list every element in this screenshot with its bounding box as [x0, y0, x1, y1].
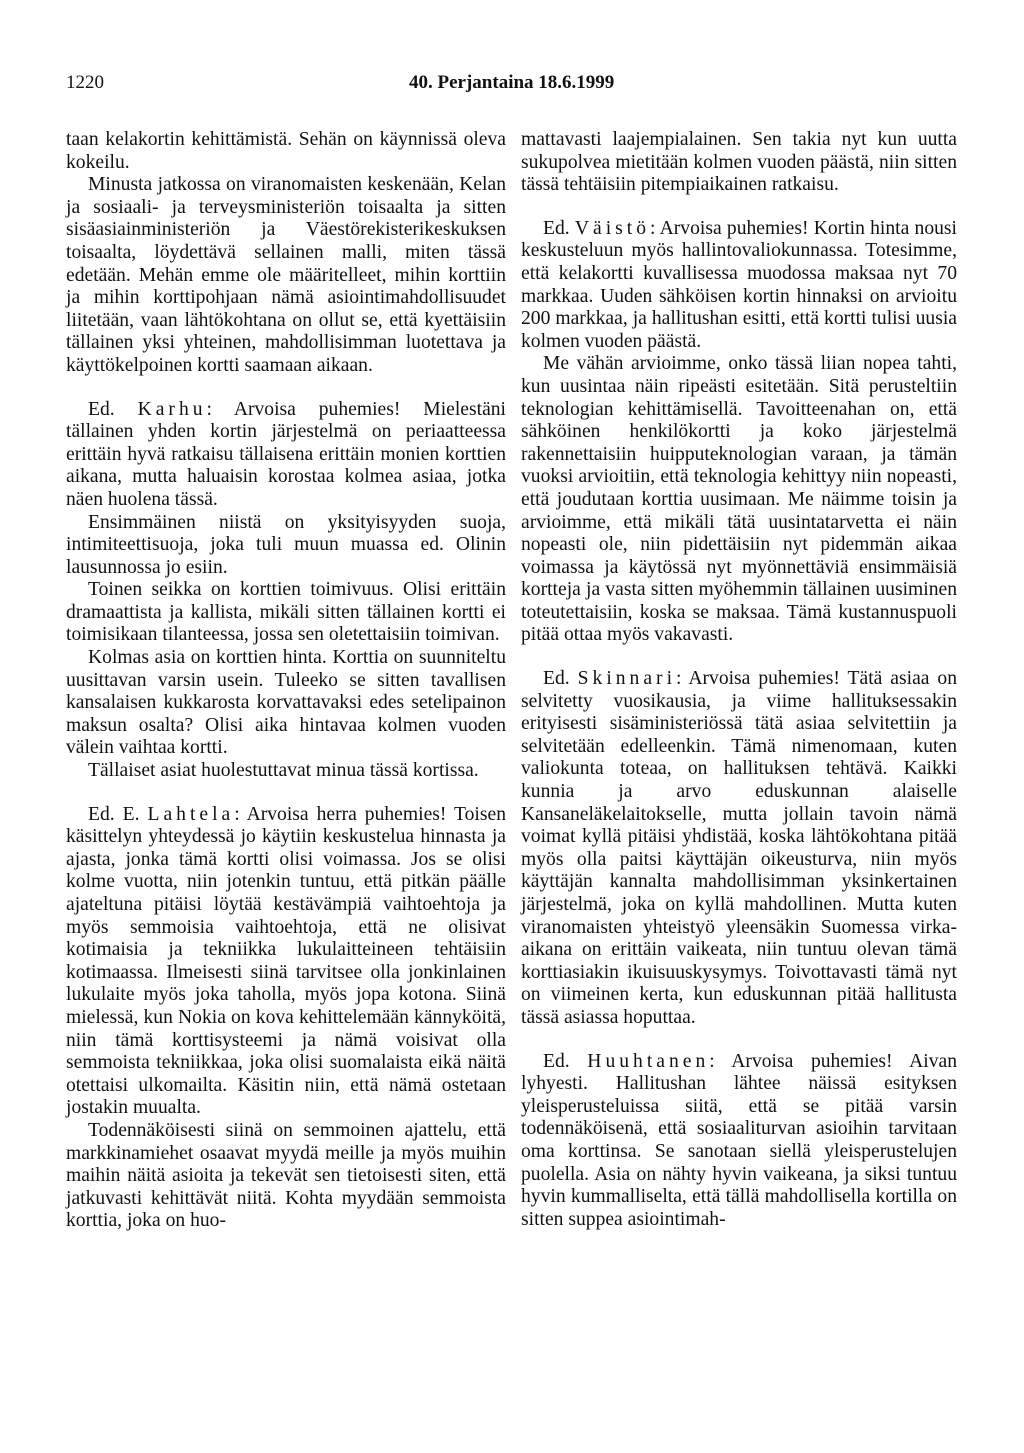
- speaker-name: Väistö: [574, 217, 651, 239]
- right-column: [521, 129, 957, 1231]
- issue-date-header: 40. Perjantaina 18.6.1999: [409, 72, 615, 93]
- paragraph: Me vähän arvioimme, onko tässä liian nopea tahti, kun uusintaa näin ripeästi esitetään. Sitä perusteltiin teknologian kehittämisellä. Tavoitteenahan on, että sähköinen henkilökortti ja koko järjestelmä rakennettaisiin huipputeknologian varaan, ja tämän vuoksi arvioitiin, että teknologia kehittyy niin nopeasti, että joudutaan korttia uusimaan. Me näimme toisin ja arvioimme, että mikäli tätä uusintatarvetta ei näin nopeasti ole, niin pidettäisiin nyt pidemmän aikaa voimassa ja käytössä nyt myönnettäviä ensimmäisiä kortteja ja vasta sitten myöhemmin tällainen uusiminen toteutettaisiin, koska se maksaa. Tämä kustannuspuoli pitää ottaa myös vakavasti.: [521, 353, 957, 646]
- paragraph: Todennäköisesti siinä on semmoinen ajattelu, että markkinamiehet osaavat myydä meille ja myös muihin maihin näitä asioita ja tekevät sen tietoisesti siten, että jatkuvasti kehittävät niitä. Kohta myydään semmoista korttia, joka on huo-: [66, 1119, 506, 1232]
- speaker-prefix: Ed.: [543, 217, 575, 239]
- paragraph: mattavasti laajempialainen. Sen takia nyt kun uutta sukupolvea mietitään kolmen vuoden päästä, niin sitten tässä tehtäisiin pitempiaikainen ratkaisu.: [521, 129, 957, 196]
- speech-text: : Arvoisa puhemies! Mielestäni tällainen yhden kortin järjestelmä on periaatteessa erittäin hyvä ratkaisu tällaisena erittäin monien korttien aikana, mutta haluaisin korostaa kolmea asiaa, jotka näen huolena tässä.: [66, 398, 507, 510]
- speech-skinnari: [521, 668, 957, 1030]
- page-number: 1220: [66, 72, 104, 93]
- speech-huuhtanen: [521, 1051, 957, 1232]
- paragraph: taan kelakortin kehittämistä. Sehän on käynnissä oleva kokeilu.: [66, 129, 506, 173]
- speaker-name: Skinnari: [577, 668, 677, 690]
- speaker-prefix: Ed. E.: [88, 803, 148, 825]
- paragraph: Kolmas asia on korttien hinta. Korttia on suunniteltu uusittavan varsin usein. Tuleeko se sitten tavallisen kansalaisen kukkarosta korvattavaksi edes setelipainon maksun osalta? Olisi aika hintavaa kolmen vuoden välein vaihtaa kortti.: [66, 647, 506, 759]
- speaker-prefix: Ed.: [543, 1050, 588, 1072]
- speech-lahtela: [66, 804, 506, 1120]
- paragraph: Minusta jatkossa on viranomaisten keskenään, Kelan ja sosiaali- ja terveysministeriön toisaalta ja sitten sisäasiainministeriön ja Väestörekisterikeskuksen toisaalta, löydettävä sellainen malli, miten tässä edetään. Mehän emme ole määritelleet, mihin korttiin ja mihin korttipohjaan nämä asiointimahdollisuudet liitetään, vaan lähtökohtana on ollut se, että kyettäisiin tällainen yksi yhteinen, mahdollisimman luotettava ja käyttökelpoinen kortti saamaan aikaan.: [66, 174, 506, 376]
- speaker-name: Huuhtanen: [587, 1050, 710, 1072]
- paragraph: Tällaiset asiat huolestuttavat minua tässä kortissa.: [88, 760, 479, 782]
- paragraph: Ensimmäinen niistä on yksityisyyden suoja, intimiteettisuoja, joka tuli muun muassa ed. Olinin lausunnossa jo esiin.: [66, 511, 506, 578]
- speech-text: : Arvoisa puhemies! Tätä asiaa on selvitetty vuosikausia, ja viime hallituksessakin erityisesti sisäministeriössä tätä asiaa selvitettiin ja selvitetään edelleenkin. Tämä nimenomaan, kuten valiokunta toteaa, on hallituksen tehtävä. Kaikki kunnia ja arvo eduskunnan alaiselle Kansaneläkelaitokselle, mutta jollain tavoin nämä voimat kyllä pitäisi yhdistää, koska lähtökohtana pitää myös olla paitsi käyttäjän oikeusturva, niin myös käyttäjän kannalta mahdollisimman yksinkertainen järjestelmä, joka on kyllä mahdollinen. Mutta kuten viranomaisten yhteistyö yleensäkin Suomessa virka-aikana on erittäin vaikeata, niin tuntuu olevan tämä korttiasiakin ikuisuuskysymys. Toivottavasti tämä nyt on viimeinen kerta, kun eduskunnan pitää hallitusta tässä asiassa hoputtaa.: [521, 668, 958, 1028]
- speaker-prefix: Ed.: [543, 668, 578, 690]
- speech-karhu: [66, 399, 506, 512]
- speech-text: : Arvoisa puhemies! Kortin hinta nousi keskusteluun myös hallintovaliokunnassa. Totesimme, että kelakortti kuvallisessa muodossa maksaa nyt 70 markkaa. Uuden sähköisen kortin hinnaksi on arvioitu 200 markkaa, ja hallitushan esitti, että kortti tulisi uusia kolmen vuoden päästä.: [521, 217, 957, 352]
- left-column: [66, 129, 506, 1233]
- speaker-name: Karhu: [137, 398, 207, 420]
- speech-text: : Arvoisa herra puhemies! Toisen käsittelyn yhteydessä jo käytiin keskustelua hinnasta ja ajasta, jonka tämä kortti olisi voimassa. Jos se olisi kolme vuotta, niin jotenkin tuntuu, että pitkän päälle ajateltuna pitäisi löytää kestävämpiä vaihtoehtoja ja myös semmoisia vaihtoehtoja, että ne olisivat kotimaisia ja tekniikka lukulaitteineen tehtäisiin kotimaassa. Ilmeisesti siinä tarvitsee olla jonkinlainen lukulaite myös joka taholla, myös jopa kotona. Siinä mielessä, kun Nokia on kova kehittelemään kännyköitä, niin tämä korttisysteemi ja nämä voisivat olla semmoista tekniikkaa, joka olisi suomalaista eikä näitä otettaisi ulkomailta. Käsitin niin, että nämä ostetaan jostakin muualta.: [66, 803, 506, 1119]
- speech-text: : Arvoisa puhemies! Aivan lyhyesti. Hallitushan lähtee näissä esityksen yleisperusteluissa siitä, että se pitää varsin todennäköisenä, että sosiaaliturvan asioihin tarvitaan oma korttinsa. Se sanotaan siellä yleisperustelujen puolella. Asia on nähty hyvin vaikeana, ja siksi tuntuu hyvin kummalliselta, että tällä mahdollisella kortilla on sitten suppea asiointimah-: [521, 1050, 957, 1230]
- page-header: [0, 72, 1024, 102]
- speaker-prefix: Ed.: [88, 398, 138, 420]
- speaker-name: Lahtela: [147, 803, 235, 825]
- speech-vaisto: [521, 218, 957, 354]
- paragraph: Toinen seikka on korttien toimivuus. Olisi erittäin dramaattista ja kallista, mikäli sitten tällainen kortti ei toimisikaan tilanteessa, jossa sen oletettaisiin toimivan.: [66, 579, 506, 646]
